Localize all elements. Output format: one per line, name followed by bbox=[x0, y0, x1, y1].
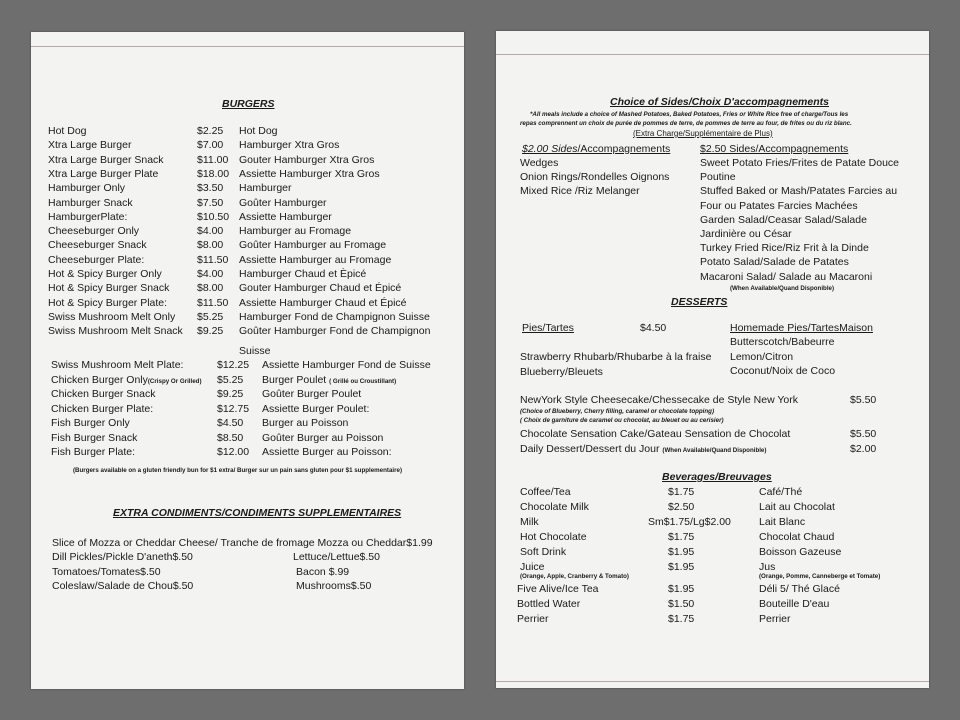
side-name: Stuffed Baked or Mash/Patates Farcies au bbox=[700, 185, 898, 198]
item-name-wrap bbox=[51, 374, 202, 386]
item-price: $10.50 bbox=[197, 210, 230, 223]
right-menu-page bbox=[496, 31, 929, 688]
item-name-fr: Assiette Hamburger Xtra Gros bbox=[239, 167, 380, 180]
item-price: $12.00 bbox=[217, 446, 250, 458]
item-name-fr: Hot Dog bbox=[239, 125, 278, 137]
top-rule bbox=[496, 54, 929, 55]
beverage-price: $1.75 bbox=[668, 486, 695, 498]
item-name: Swiss Mushroom Melt Plate: bbox=[51, 359, 184, 371]
item-name: Cheeseburger Plate: bbox=[48, 253, 145, 266]
item-name: Fish Burger Snack bbox=[51, 431, 138, 444]
condiment-left: Coleslaw/Salade de Chou$.50 bbox=[52, 580, 194, 592]
juice-note-en: (Orange, Apple, Cranberry & Tomato) bbox=[520, 573, 629, 580]
beverage-price: Sm$1.75/Lg$2.00 bbox=[648, 516, 731, 528]
beverage-price: $1.95 bbox=[668, 561, 695, 573]
item-price: $9.25 bbox=[197, 325, 224, 338]
juice-note-fr: (Orange, Pomme, Canneberge et Tomate) bbox=[759, 573, 881, 580]
daily-dessert-price: $2.00 bbox=[850, 443, 877, 455]
beverage-price: $1.75 bbox=[668, 613, 695, 625]
item-name: Cheeseburger Snack bbox=[48, 239, 147, 252]
side-name: Four ou Patates Farcies Machées bbox=[700, 199, 858, 212]
item-name-fr-wrap bbox=[262, 403, 369, 415]
item-price: $11.50 bbox=[197, 253, 229, 266]
item-name-fr-wrap bbox=[262, 446, 392, 458]
beverage-name: Five Alive/Ice Tea bbox=[517, 583, 599, 595]
beverage-name-fr: Perrier bbox=[759, 613, 791, 625]
item-name-fr-wrap bbox=[262, 359, 431, 371]
item-name: Xtra Large Burger Plate bbox=[48, 167, 159, 180]
condiment-left: Tomatoes/Tomates$.50 bbox=[52, 565, 161, 578]
item-name-wrap bbox=[51, 432, 137, 444]
top-rule bbox=[31, 46, 464, 47]
item-name-fr-wrap bbox=[262, 432, 383, 444]
item-name: Swiss Mushroom Melt Only bbox=[48, 310, 176, 323]
side-name: Poutine bbox=[700, 171, 736, 184]
side-name: Turkey Fried Rice/Riz Frit à la Dinde bbox=[700, 242, 869, 255]
item-price: $18.00 bbox=[197, 167, 230, 180]
beverage-price: $1.75 bbox=[668, 531, 695, 543]
condiment-left: Dill Pickles/Pickle D'aneth$.50 bbox=[52, 551, 193, 563]
bottom-rule bbox=[496, 681, 929, 682]
item-price: $4.00 bbox=[197, 225, 224, 238]
item-name-wrap bbox=[51, 388, 155, 400]
beverage-price: $1.95 bbox=[668, 583, 695, 595]
condiment-right: Lettuce/Lettue$.50 bbox=[293, 551, 380, 563]
item-name-wrap bbox=[51, 417, 130, 429]
item-name-fr: Burger Poulet bbox=[262, 373, 327, 386]
item-name-fr: Assiette Hamburger au Fromage bbox=[239, 253, 392, 266]
beverage-name: Soft Drink bbox=[520, 546, 567, 558]
sides-200-header bbox=[522, 143, 670, 155]
beverages-title: Beverages/Breuvages bbox=[662, 471, 772, 483]
beverage-price: $1.50 bbox=[668, 598, 695, 610]
beverage-name-fr: Bouteille D'eau bbox=[759, 598, 830, 610]
item-name: Xtra Large Burger bbox=[48, 139, 132, 152]
daily-dessert-item bbox=[520, 443, 766, 455]
condiment-cheese: Slice of Mozza or Cheddar Cheese/ Tranche de fromage Mozza ou Cheddar$1.99 bbox=[52, 537, 433, 549]
beverage-name-fr: Lait au Chocolat bbox=[759, 501, 835, 513]
beverage-name: Hot Chocolate bbox=[520, 531, 587, 543]
cheesecake-price: $5.50 bbox=[850, 394, 877, 406]
sides-note-2: repas comprennent un choix de purée de pommes de terre, de pommes de terre au four, de frites ou du riz blanc. bbox=[520, 120, 852, 127]
item-name-wrap bbox=[51, 359, 183, 371]
item-name: Fish Burger Only bbox=[51, 417, 130, 429]
side-name: Onion Rings/Rondelles Oignons bbox=[520, 171, 670, 184]
item-price: $3.50 bbox=[197, 182, 224, 195]
extra-charge-note: (Extra Charge/Supplémentaire de Plus) bbox=[633, 129, 773, 138]
item-name-fr: Goûter Hamburger au Fromage bbox=[239, 239, 387, 252]
item-name-fr-wrap bbox=[262, 417, 348, 429]
item-name: Xtra Large Burger Snack bbox=[48, 153, 164, 166]
item-name: Hot & Spicy Burger Snack bbox=[48, 282, 170, 295]
item-price: $4.00 bbox=[197, 268, 224, 280]
item-name-wrap bbox=[51, 446, 135, 458]
item-name: Hot Dog bbox=[48, 125, 87, 137]
item-name-fr-wrap bbox=[262, 374, 396, 386]
pies-price: $4.50 bbox=[640, 322, 667, 334]
side-name: Macaroni Salad/ Salade au Macaroni bbox=[700, 270, 873, 283]
item-name: Hot & Spicy Burger Only bbox=[48, 268, 162, 280]
item-name-fr: Hamburger bbox=[239, 182, 292, 195]
item-name-fr: Assiette Hamburger bbox=[239, 210, 332, 223]
beverage-name-fr: Jus bbox=[759, 561, 776, 573]
item-name: Fish Burger Plate: bbox=[51, 446, 136, 458]
cheesecake-note-1: (Choice of Blueberry, Cherry filling, caramel or chocolate topping) bbox=[520, 408, 715, 415]
side-name: Mixed Rice /Riz Melanger bbox=[520, 185, 640, 198]
condiment-right: Bacon $.99 bbox=[296, 565, 350, 578]
beverage-name: Juice bbox=[520, 561, 545, 573]
item-name-fr: Goûter Burger Poulet bbox=[262, 388, 362, 400]
item-name-fr: Assiette Hamburger Fond de Suisse bbox=[262, 359, 431, 371]
homemade-header: Homemade Pies/TartesMaison bbox=[730, 322, 873, 334]
beverage-name: Bottled Water bbox=[517, 598, 581, 610]
beverage-name-fr: Déli 5/ Thé Glacé bbox=[759, 583, 840, 595]
cheesecake-note-2: ( Choix de garniture de caramel ou chocolat, au bleuet ou au cerisier) bbox=[520, 417, 724, 424]
item-name: Cheeseburger Only bbox=[48, 225, 140, 238]
item-price: $11.00 bbox=[197, 153, 229, 166]
item-name: Hot & Spicy Burger Plate: bbox=[48, 296, 168, 309]
item-name: Chicken Burger Only bbox=[51, 373, 148, 386]
choc-cake-price: $5.50 bbox=[850, 428, 877, 440]
sides-note-1: *All meals include a choice of Mashed Potatoes, Baked Potatoes, Fries or White Rice free of charge/Tous les bbox=[530, 111, 849, 118]
item-price: $7.50 bbox=[197, 196, 224, 209]
condiment-right: Mushrooms$.50 bbox=[296, 580, 372, 592]
sides-250-note: (When Available/Quand Disponible) bbox=[730, 285, 835, 292]
item-price: $4.50 bbox=[217, 417, 244, 429]
item-price: $12.25 bbox=[217, 359, 250, 371]
item-name-wrap bbox=[51, 403, 153, 415]
item-name-fr: Goûter Burger au Poisson bbox=[262, 431, 384, 444]
item-name: Hamburger Snack bbox=[48, 196, 133, 209]
item-price: $8.50 bbox=[217, 431, 244, 444]
item-price: $5.25 bbox=[217, 373, 244, 386]
item-price: $5.25 bbox=[197, 310, 224, 323]
item-name-fr: Hamburger Xtra Gros bbox=[239, 139, 340, 152]
choc-cake-item: Chocolate Sensation Cake/Gateau Sensation de Chocolat bbox=[520, 428, 791, 440]
item-name-fr: Assiette Burger Poulet: bbox=[262, 402, 370, 415]
beverage-name: Chocolate Milk bbox=[520, 501, 589, 513]
item-name-fr: Assiette Hamburger Chaud et Épicé bbox=[239, 296, 407, 309]
item-note: (Crispy Or Grilled) bbox=[147, 377, 202, 385]
item-name: Swiss Mushroom Melt Snack bbox=[48, 325, 183, 338]
swiss-wrap-text: Suisse bbox=[239, 345, 271, 357]
side-name: Potato Salad/Salade de Patates bbox=[700, 256, 849, 269]
sides-title: Choice of Sides/Choix D'accompagnements bbox=[610, 96, 829, 108]
cheesecake-item: NewYork Style Cheesecake/Chessecake de Style New York bbox=[520, 394, 799, 406]
beverage-name-fr: Chocolat Chaud bbox=[759, 531, 835, 543]
item-price: $9.25 bbox=[217, 388, 244, 400]
item-name: HamburgerPlate: bbox=[48, 210, 128, 223]
item-name-fr-wrap bbox=[262, 388, 361, 400]
item-name-fr: Burger au Poisson bbox=[262, 417, 349, 429]
item-name-fr: Goûter Hamburger bbox=[239, 196, 327, 209]
beverage-name-fr: Lait Blanc bbox=[759, 516, 806, 528]
side-name: Jardinière ou César bbox=[700, 228, 792, 240]
pie-name: Coconut/Noix de Coco bbox=[730, 365, 836, 377]
item-name: Chicken Burger Snack bbox=[51, 388, 156, 400]
item-price: $8.00 bbox=[197, 239, 224, 252]
sides-200-header-rest: /Accompagnements bbox=[577, 143, 671, 155]
daily-dessert-note: (When Available/Quand Disponible) bbox=[662, 447, 767, 454]
side-name: Garden Salad/Ceasar Salad/Salade bbox=[700, 213, 867, 226]
beverage-name: Coffee/Tea bbox=[520, 486, 571, 498]
beverage-price: $2.50 bbox=[668, 501, 695, 513]
burgers-title: BURGERS bbox=[222, 98, 275, 110]
item-name-fr: Gouter Hamburger Xtra Gros bbox=[239, 153, 375, 166]
side-name: Wedges bbox=[520, 157, 559, 169]
item-price: $2.25 bbox=[197, 125, 224, 137]
item-name-fr: Hamburger Fond de Champignon Suisse bbox=[239, 310, 430, 323]
beverage-name: Milk bbox=[520, 516, 539, 528]
item-note-fr: ( Grillé ou Croustillant) bbox=[329, 377, 397, 385]
item-name-fr: Gouter Hamburger Chaud et Épicé bbox=[239, 282, 402, 295]
beverage-name: Perrier bbox=[517, 613, 549, 625]
sides-250-header: $2.50 Sides/Accompagnements bbox=[700, 143, 849, 155]
pies-label: Pies/Tartes bbox=[522, 322, 574, 334]
left-menu-page bbox=[31, 32, 464, 689]
condiments-title: EXTRA CONDIMENTS/CONDIMENTS SUPPLEMENTAIRES bbox=[113, 507, 402, 519]
daily-dessert-label: Daily Dessert/Dessert du Jour bbox=[520, 443, 660, 455]
beverage-name-fr: Boisson Gazeuse bbox=[759, 546, 842, 558]
sides-200-header-price: $2.00 Sides bbox=[522, 143, 578, 155]
beverage-price: $1.95 bbox=[668, 546, 695, 558]
item-price: $11.50 bbox=[197, 296, 229, 309]
item-name: Chicken Burger Plate: bbox=[51, 402, 154, 415]
pie-name: Lemon/Citron bbox=[730, 350, 794, 363]
pie-name: Strawberry Rhubarb/Rhubarbe à la fraise bbox=[520, 351, 712, 363]
item-name-fr: Goûter Hamburger Fond de Champignon bbox=[239, 325, 431, 338]
item-price: $8.00 bbox=[197, 282, 224, 295]
side-name: Sweet Potato Fries/Frites de Patate Douce bbox=[700, 157, 900, 169]
pie-name: Butterscotch/Babeurre bbox=[730, 336, 835, 348]
gluten-note: (Burgers available on a gluten friendly bun for $1 extra/ Burger sur un pain sans gluten pour $1 supplementaire) bbox=[73, 467, 403, 474]
item-name-fr: Hamburger au Fromage bbox=[239, 225, 352, 238]
desserts-title: DESSERTS bbox=[671, 296, 728, 308]
item-name: Hamburger Only bbox=[48, 182, 126, 195]
item-price: $7.00 bbox=[197, 139, 224, 152]
item-name-fr: Hamburger Chaud et Èpicé bbox=[239, 268, 367, 280]
item-name-fr: Assiette Burger au Poisson: bbox=[262, 446, 392, 458]
beverage-name-fr: Café/Thé bbox=[759, 486, 803, 498]
pie-name: Blueberry/Bleuets bbox=[520, 365, 603, 378]
item-price: $12.75 bbox=[217, 402, 250, 415]
